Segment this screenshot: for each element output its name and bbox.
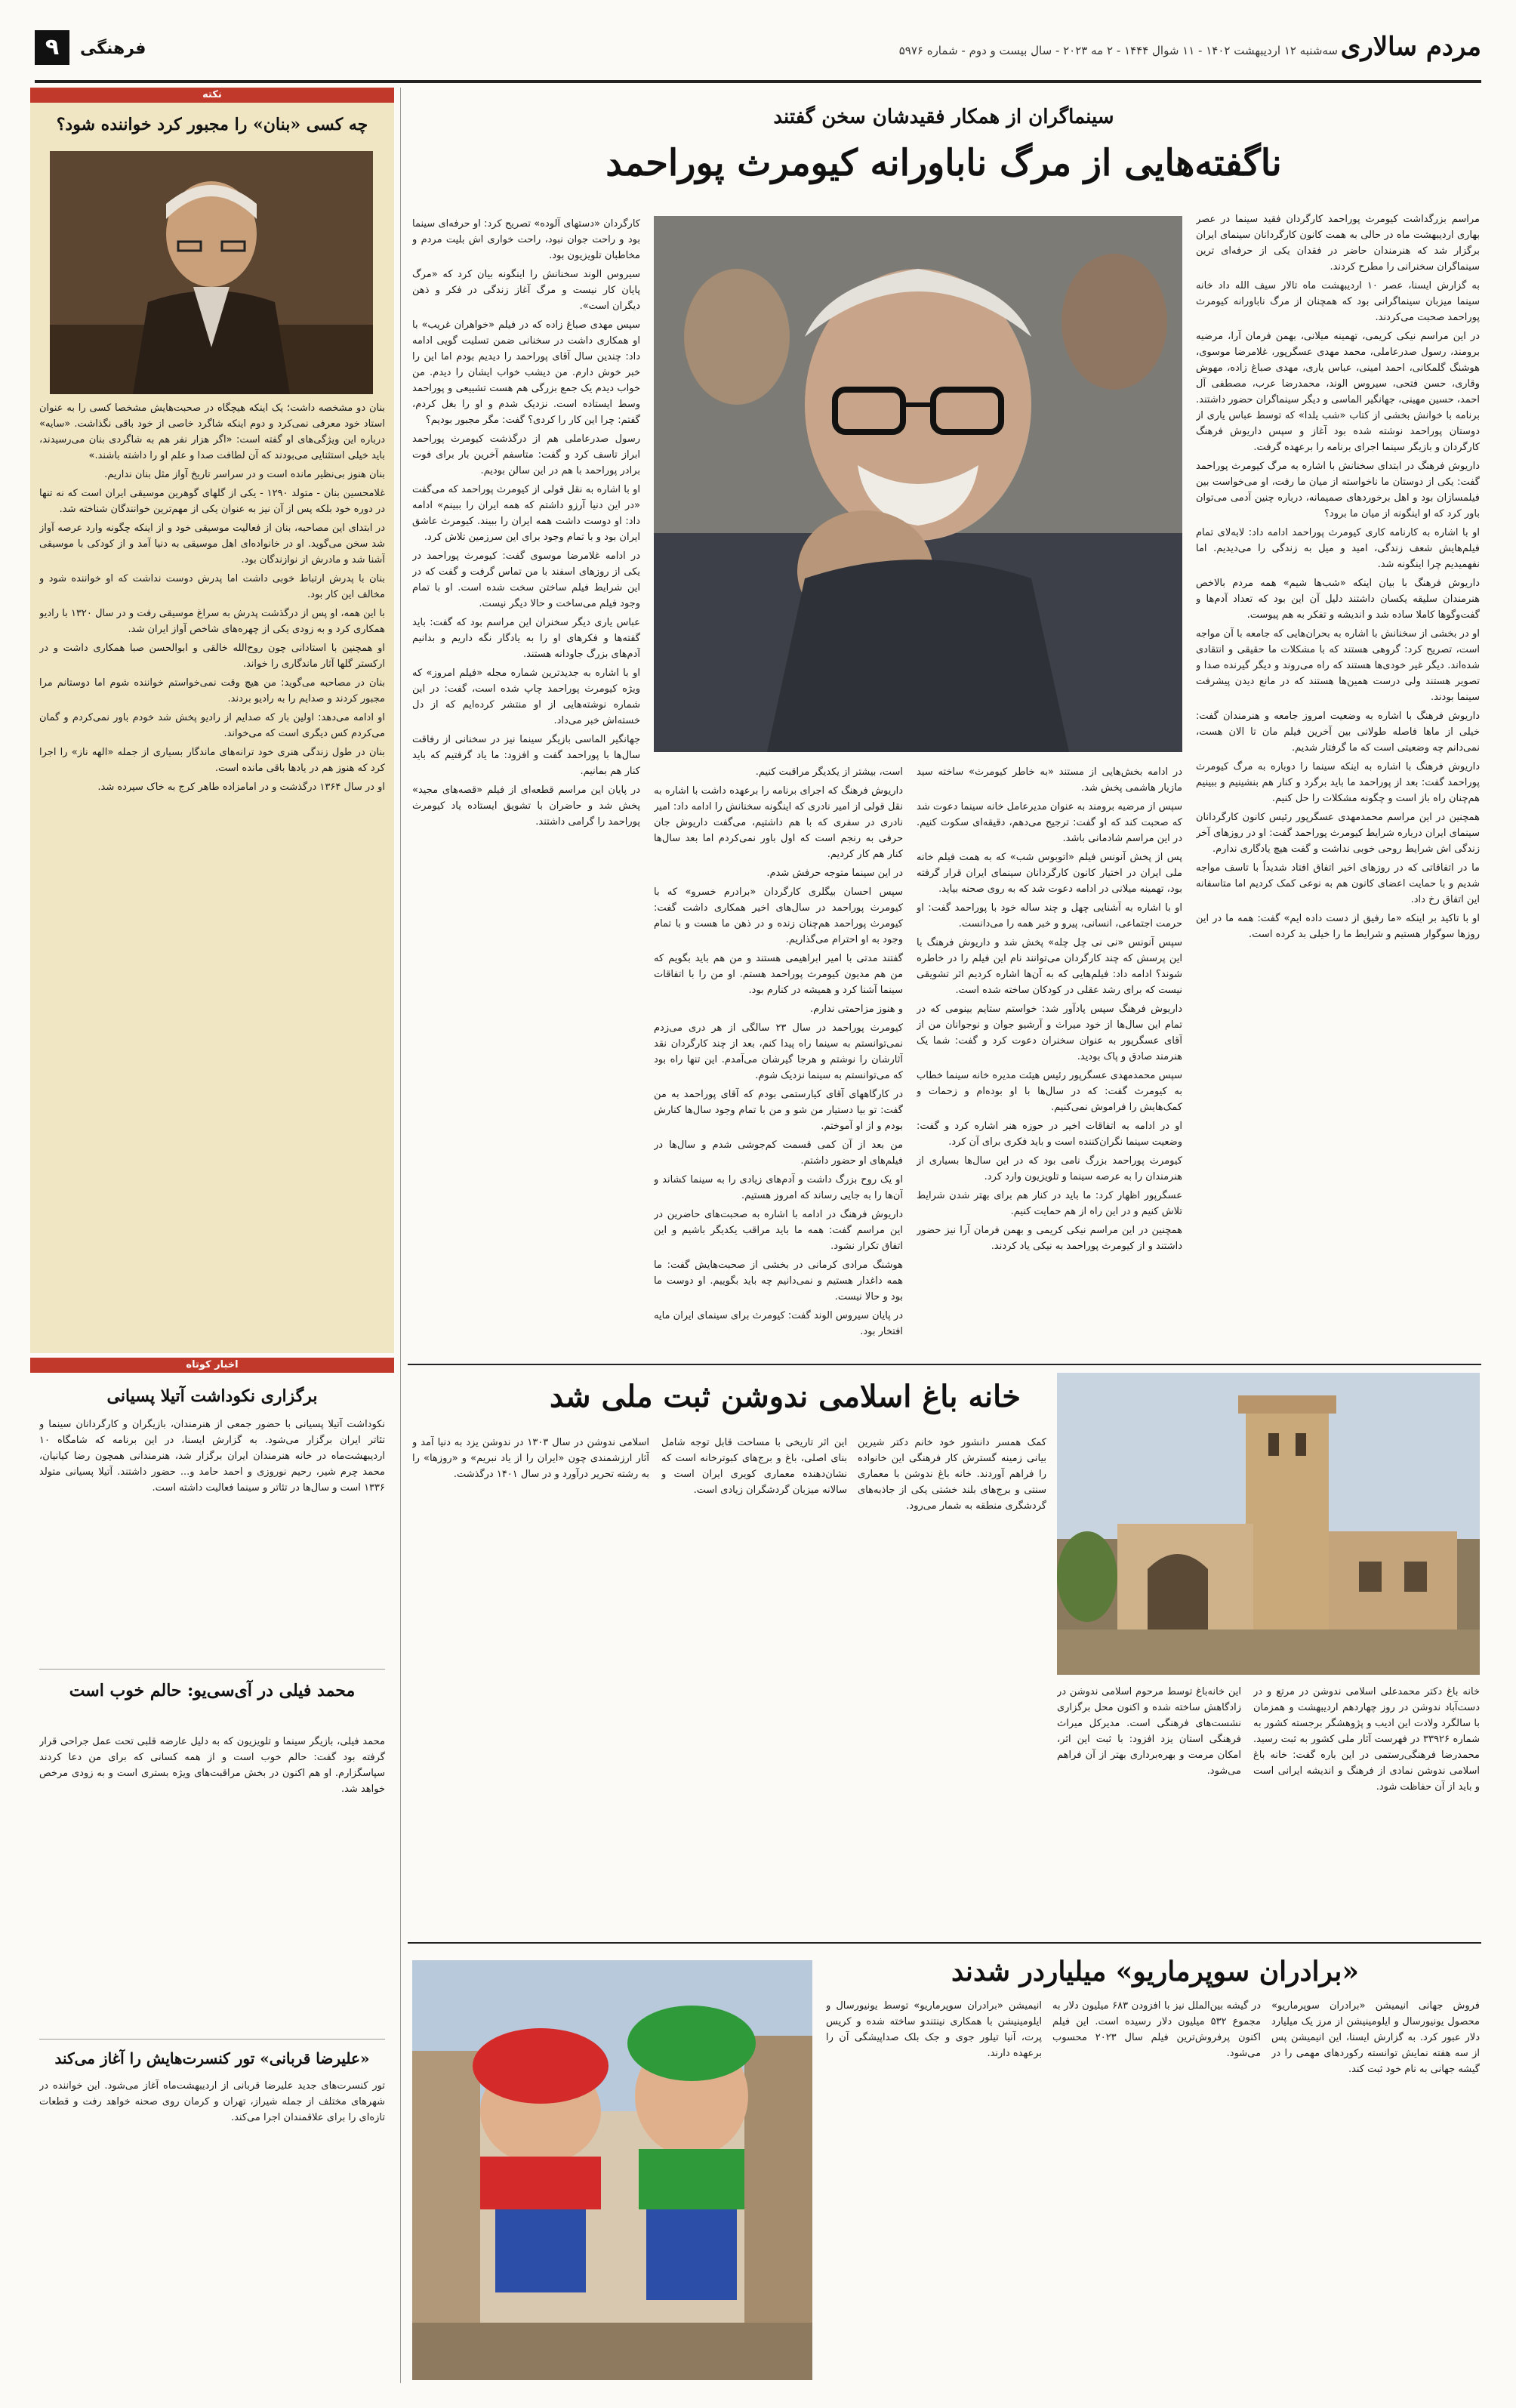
short-news-body-1: نکوداشت آتیلا پسیانی با حضور جمعی از هنرمندان، بازیگران و کارگردانان سینما و تئاتر ایران برگزار می‌شود. به گزارش ایسنا، در این برنامه که شامگاه ۱۰ اردیبهشت‌ماه در خانه هنرمندان ایران برگزار شد، هنرمندانی همچون رضا کیانیان، محمد چرم شیر، رحیم نوروزی و احمد حامد و... حضور داشتند. آتیلا پسیانی متولد ۱۳۳۶ است و سال‌ها در تئاتر و سینما فعالیت داشته است. [39,1419,385,1494]
main-paragraph: همچنین در این مراسم نیکی کریمی و بهمن فرمان آرا نیز حضور داشتند و از کیومرث پوراحمد به نیکی یاد کردند. [917,1225,1182,1252]
short-news-headline-3: «علیرضا قربانی» تور کنسرت‌هایش را آغاز می‌کند [54,2049,370,2067]
main-col-2 [412,216,640,1356]
main-paragraph: به گزارش ایسنا، عصر ۱۰ اردیبهشت ماه تالار سیف الله داد خانه سینما میزبان سینماگرانی بود که همچنان از مرگ ناباورانه کیومرث پوراحمد صحبت می‌کردند. [1196,280,1480,323]
main-paragraph: داریوش فرهنگ در ادامه با اشاره به صحبت‌های حاضرین در این مراسم گفت: همه ما باید مراقب یکدیگر باشیم و این اتفاق تکرار نشود. [654,1209,903,1252]
short-news-tag: اخبار کوتاه [30,1358,394,1373]
main-paragraph: او با اشاره به آشنایی چهل و چند ساله خود با پوراحمد گفت: او حرمت اجتماعی، انسانی، پیرو و خبر همه را می‌دانست. [917,902,1182,930]
sidebar-paragraph: با این همه، او پس از درگذشت پدرش به سراغ موسیقی رفت و در سال ۱۳۲۰ با رادیو همکاری کرد و به زودی یکی از چهره‌های شاخص آواز ایران شد. [39,608,385,635]
main-paragraph: مراسم بزرگداشت کیومرث پوراحمد کارگردان فقید سینما در عصر بهاری اردیبهشت ماه در حالی به همت کانون کارگردانان سینمای ایران برگزار شد که هنرمندان حاضر در فقدان یکی از حرفه‌ای ترین سینماگران سخنرانی را مطرح کردند. [1196,214,1480,273]
mario-col-2: در گیشه بین‌الملل نیز با افزودن ۶۸۳ میلیون دلار به مجموع ۵۳۲ میلیون دلار رسیده است. این فیلم اکنون پرفروش‌ترین فیلم سال ۲۰۲۳ محسوب می‌شود. [1052,2000,1261,2059]
main-paragraph: رسول صدرعاملی هم از درگذشت کیومرث پوراحمد ابراز تاسف کرد و گفت: متاسفم آخرین بار برای فوت برادر پوراحمد با هم در این سالن بودیم. [412,433,640,476]
short-news-divider [39,1669,385,1670]
main-paragraph: او در ادامه به اتفاقات اخیر در حوزه هنر اشاره کرد و گفت: وضعیت سینما نگران‌کننده است و باید فکری برای آن کرد. [917,1121,1182,1148]
short-news-headline-2: محمد فیلی در آی‌سی‌یو: حالم خوب است [69,1681,356,1700]
sidebar-paragraph: بنان دو مشخصه داشت؛ یک اینکه هیچگاه در صحبت‌هایش مشخصا کسی را به عنوان استاد خود معرفی نمی‌کرد و دوم اینکه شاگرد خاصی از خود باقی نگذاشت. «سایه» درباره این ویژگی‌های او گفته است: «اگر هزار نفر هم به شاگردی بنان می‌رسیدند، باید خیلی استثنایی می‌بودند که آن لطافت صدا و علم او را داشته باشند.» [39,402,385,461]
garden-col-4: این اثر تاریخی با مساحت قابل توجه شامل بنای اصلی، باغ و برج‌های کبوترخانه است که نشان‌دهنده معماری کویری ایران است و سالانه میزبان گردشگران زیادی است. [661,1437,847,1496]
main-paragraph: او با اشاره به جدیدترین شماره مجله «فیلم امروز» که ویژه کیومرث پوراحمد چاپ شده است، گفت: در این شماره نوشته‌هایی از او منتشر کرده‌ایم که از دل خسته‌اش خبر می‌داد. [412,668,640,726]
garden-col-2: این خانه‌باغ توسط مرحوم اسلامی ندوشن در زادگاهش ساخته شده و اکنون محل برگزاری نشست‌های فرهنگی است. مدیرکل میراث فرهنگی استان یزد افزود: با ثبت این اثر، امکان مرمت و بهره‌برداری بهتر از آن فراهم می‌شود. [1057,1686,1241,1777]
main-paragraph: سپس از مرضیه برومند به عنوان مدیرعامل خانه سینما دعوت شد که صحبت کند که او گفت: ترجیح می‌دهم، دقیقه‌ای سکوت کنیم. در این مراسم شادمانی باشد. [917,801,1182,844]
main-kicker: سینماگران از همکار فقیدشان سخن گفتند [773,106,1114,128]
main-paragraph: او با تاکید بر اینکه «ما رفیق از دست داده ایم» گفت: همه ما در این روزها سوگوار هستیم و شرایط ما را خیلی بد کرده است. [1196,913,1480,940]
sidebar-headline: چه کسی «بنان» را مجبور کرد خواننده شود؟ [56,115,368,134]
sidebar-paragraph: او در سال ۱۳۶۴ درگذشت و در امامزاده طاهر کرج به خاک سپرده شد. [97,782,385,793]
main-paragraph: داریوش فرهنگ در ابتدای سخنانش با اشاره به مرگ کیومرث پوراحمد گفت: یکی از دوستان ما ناخواسته از میان ما رفت، او می‌خواست بین فیلمسازان بود و اهل برخوردهای صمیمانه، درباره چنین آدمی می‌توان باور کرد که او اینگونه از میان ما برود؟ [1196,461,1480,520]
section-divider [408,1942,1481,1944]
sidebar-paragraph: او همچنین با استادانی چون روح‌الله خالقی و ابوالحسن صبا همکاری داشت و در ارکستر گلها آثار ماندگاری را خواند. [39,643,385,670]
main-paragraph: در پایان سیروس الوند گفت: کیومرث برای سینمای ایران مایه افتخار بود. [654,1310,903,1337]
banan-portrait [50,151,373,394]
mario-headline: «برادران سوپرماریو» میلیاردر شدند [951,1956,1359,1987]
masthead-rule [35,80,1481,83]
main-paragraph: او با اشاره به نقل قولی از کیومرث پوراحمد که می‌گفت «در این دنیا آرزو داشتم که همه ایران را ببینم» ادامه داد: او دوست داشت همه ایران را ببیند. کیومرث عاشق ایران بود و با تمام وجود برای این سرزمین تلاش کرد. [412,484,640,543]
section-name: فرهنگی [80,39,146,58]
sidebar-body [39,400,385,1337]
sidebar-paragraph: او ادامه می‌دهد: اولین بار که صدایم از رادیو پخش شد خودم باور نمی‌کردم و گمان می‌کردم کس دیگری است که می‌خواند. [39,712,385,739]
main-paragraph: داریوش فرهنگ که اجرای برنامه را برعهده داشت با اشاره به نقل قولی از امیر نادری که اینگونه سخنانش را ادامه داد: امیر نادری در سفری که با هم داشتیم، می‌گفت داریوش جان حرفی به رنجم است که اول باور نمی‌کردم اما بعد سال‌ها کنار هم کار کردیم. [654,785,903,860]
main-headline: ناگفته‌هایی از مرگ ناباورانه کیومرث پوراحمد [605,142,1282,184]
sidebar-paragraph: بنان در مصاحبه می‌گوید: من هیچ وقت نمی‌خواستم خواننده شوم اما دوستانم مرا مجبور کردند و صدایم را به رادیو بردند. [39,677,385,705]
main-paragraph: جهانگیر الماسی بازیگر سینما نیز در سخنانی از رفاقت سال‌ها با پوراحمد گفت و افزود: ما یاد گرفتیم که باید کنار هم بمانیم. [412,734,640,777]
main-paragraph: در ادامه بخش‌هایی از مستند «به خاطر کیومرث» ساخته سید مازیار هاشمی پخش شد. [917,766,1182,794]
sidebar-paragraph: بنان با پدرش ارتباط خوبی داشت اما پدرش دوست نداشت که او خواننده شود و مخالف این کار بود. [39,573,385,600]
sidebar-paragraph: بنان هنوز بی‌نظیر مانده است و در سراسر تاریخ آواز مثل بنان نداریم. [104,469,385,480]
section-divider [408,1364,1481,1365]
main-paragraph: سپس آنونس «نی نی چل چله» پخش شد و داریوش فرهنگ با این پرسش که چند کارگردان می‌توانند نام این فیلم را در خاطره شوند؟ ادامه داد: فیلم‌هایی که به آن‌ها اشاره کردیم اثر تشویقی نیست که برای رشد عقلی در کودکان ساخته شده است. [917,937,1182,996]
main-paragraph: من بعد از آن کمی قسمت کم‌جوشی شدم و سال‌ها در فیلم‌های او حضور داشتم. [654,1139,903,1167]
main-paragraph: او در بخشی از سخنانش با اشاره به بحران‌هایی که جامعه با آن مواجه است، تصریح کرد: گروهی هستند که با مشکلات ما حقیقی و انتقادی شده‌اند. دیگر غیر خودی‌ها هستند که راه می‌روند و دیگر گیرنده صدا و تصویر هستند ولی درست همین‌ها هستند که در مانع دیدن پیشرفت سینما بودند. [1196,628,1480,703]
mario-col-1: فروش جهانی انیمیشن «برادران سوپرماریو» محصول یونیورسال و ایلومینیشن از مرز یک میلیارد دلار عبور کرد. به گزارش ایسنا، این انیمیشن پس از سه هفته نمایش توانسته رکوردهای مهمی را در گیشه جهانی به نام خود ثبت کند. [1271,2000,1480,2075]
main-paragraph: کیومرث پوراحمد در سال ۲۳ سالگی از هر دری می‌زدم نمی‌توانستم به سینما راه پیدا کنم، بعد از چند کارگردان نقد آثارشان را نوشتم و هرجا گیرشان می‌آمدم. این تنها راه بود که می‌توانستم به سینما نزدیک شوم. [654,1022,903,1081]
main-paragraph: او یک روح بزرگ داشت و آدم‌های زیادی را به سینما کشاند و آن‌ها را به جایی رساند که امروز هستیم. [654,1174,903,1201]
main-paragraph: در ادامه غلامرضا موسوی گفت: کیومرث پوراحمد در یکی از روزهای اسفند با من تماس گرفت و گفت که در این شرایط فیلم ساختن سخت شده است. او با تمام وجود فیلم می‌ساخت و حالا دیگر نیست. [412,550,640,609]
main-paragraph: سپس مهدی صباغ زاده که در فیلم «خواهران غریب» با او همکاری داشت در سخنانی ضمن تسلیت گویی ادامه داد: چندین سال آقای پوراحمد را دیدیم بودم اما این را خبر خوش دارم. من دیشب خواب ایشان را دیدم. من خواب دیدم یک جمع بزرگی هم هست تشییعی و پوراحمد وسط ایستاده است. نزدیک شدم و او را بغل کردم، گفتم: چرا این کار را کردی؟ گفت: مگر مجبور بودیم؟ [412,319,640,426]
main-paragraph: عباس یاری دیگر سخنران این مراسم بود که گفت: باید گفته‌ها و فکرهای او را به یادگار نگه داریم و بدانیم آدم‌های بزرگ جاودانه هستند. [412,617,640,660]
garden-house-photo [1057,1373,1480,1675]
sidebar-paragraph: در ابتدای این مصاحبه، بنان از فعالیت موسیقی خود و از اینکه چگونه وارد عرصه آواز شد سخن می‌گوید. او در خانواده‌ای اهل موسیقی به دنیا آمد و از کودکی با موسیقی آشنا شد و مادرش از نوازندگان بود. [39,523,385,566]
short-news-body-3: تور کنسرت‌های جدید علیرضا قربانی از اردیبهشت‌ماه آغاز می‌شود. این خواننده در شهرهای مختلف از جمله شیراز، تهران و کرمان روی صحنه خواهد رفت و قطعات تازه‌ای را برای علاقمندان اجرا می‌کند. [39,2080,385,2123]
main-paragraph: هوشنگ مرادی کرمانی در بخشی از صحبت‌هایش گفت: ما همه داغدار هستیم و نمی‌دانیم چه باید بگوییم. او دوست ما بود و حالا نیست. [654,1259,903,1303]
issue-line: سه‌شنبه ۱۲ اردیبهشت ۱۴۰۲ - ۱۱ شوال ۱۴۴۴ - ۲ مه ۲۰۲۳ - سال بیست و دوم - شماره ۵۹۷۶ [898,44,1338,57]
mario-luigi-photo [412,1960,812,2380]
main-paragraph: داریوش فرهنگ با اشاره به وضعیت امروز جامعه و هنرمندان گفت: خیلی از ماها فاصله طولانی بین آخرین فیلم مان تا الان هست، نمی‌دانم چه وضعیتی است که ما گرفتار شدیم. [1196,711,1480,754]
main-paragraph: همچنین در این مراسم محمدمهدی عسگرپور رئیس کانون کارگردانان سینمای ایران درباره شرایط کیومرث پوراحمد گفت: او در روزهای آخر زندگی اش شرایط روحی خوبی نداشت و گفت هیچ یادگاری ندارم. [1196,812,1480,855]
main-paragraph: کارگردان «دستهای آلوده» تصریح کرد: او حرفه‌ای سینما بود و راحت جوان نبود، راحت خواری اش بلیت مردم و مخاطبان تلویزیون بود. [412,218,640,261]
main-paragraph: سپس محمدمهدی عسگرپور رئیس هیئت مدیره خانه سینما خطاب به کیومرث گفت: که در سال‌ها با او بوده‌ام و زحمات و کمک‌هایش را فراموش نمی‌کنیم. [917,1070,1182,1113]
main-paragraph: داریوش فرهنگ سپس پادآور شد: خواستم ستایم بینومی که در تمام این سال‌ها از خود میراث و آرشیو جوان و نوجوانان من از آقای عسگرپور به عنوان سخنران دعوت کرد و گفت: شما یک هنرمند صادق و پاک بودید. [917,1004,1182,1062]
column-divider [400,88,401,2383]
main-paragraph: ما در اتفاقاتی که در روزهای اخیر اتفاق افتاد شدیداً با تاسف مواجه شدیم و با حمایت اعضای کانون هم به نوعی کمک کردیم اما متاسفانه این اتفاق رخ داد. [1196,862,1480,905]
main-paragraph: او با اشاره به کارنامه کاری کیومرث پوراحمد ادامه داد: لابه‌لای تمام فیلم‌هایش شعف زندگی، امید و میل به زندگی را می‌دیدیم. اما نفهمیدیم چرا اینگونه شد. [1196,527,1480,570]
garden-col-3: کمک همسر دانشور خود خانم دکتر شیرین بیانی زمینه گسترش کار فرهنگی این خانواده را فراهم آوردند. خانه باغ ندوشن با معماری سنتی و برج‌های بلند خشتی یکی از جاذبه‌های گردشگری منطقه به شمار می‌رود. [858,1437,1046,1512]
sidebar-paragraph: غلامحسین بنان - متولد ۱۲۹۰ - یکی از گلهای گوهرین موسیقی ایران است که نه تنها در دوره خود بلکه پس از آن نیز به عنوان یکی از مهم‌ترین خوانندگان شناخته شد. [39,488,385,515]
main-paragraph: گفتند مدتی با امیر ابراهیمی هستند و من هم باید بگویم که من هم مدیون کیومرث پوراحمد هستم. او من را با اتفاقات سینما آشنا کرد و همیشه در کنارم بود. [654,953,903,996]
main-col-3 [654,764,903,1356]
main-paragraph: در این مراسم نیکی کریمی، تهمینه میلانی، بهمن فرمان آرا، مرضیه برومند، رسول صدرعاملی، محمد مهدی عسگرپور، غلامرضا موسوی، هوشنگ گلمکانی، احمد امینی، عباس یاری، مهدی صباغ زاده، مهوش وقاری، حسن فتحی، سیروس الوند، محمدرضا عرب، مصطفی آل احمد، حسین مهینی، جهانگیر الماسی و دیگر سینماگران حضور داشتند. برنامه با خوانش بخشی از کتاب «شب یلدا» که توسط عباس یاری از دوستان پوراحمد نوشته شده بود آغاز و سپس داریوش فرهنگ کارگردان و بازیگر سینما اجرای برنامه را برعهده گرفت. [1196,331,1480,453]
garden-col-1: خانه باغ دکتر محمدعلی اسلامی ندوشن در مرتع و در دست‌آباد ندوشن در روز چهاردهم اردیبهشت و همزمان با سالگرد ولادت این ادیب و پژوهشگر برجسته کشور به شماره ۳۳۹۲۶ در فهرست آثار ملی کشور به ثبت رسید. محمدرضا فرهنگی‌رستمی در این باره گفت: خانه باغ اسلامی ندوشن نمادی از فرهنگ و اندیشه ایرانی است و باید از آن حفاظت شود. [1253,1686,1480,1793]
main-paragraph: سیروس الوند سخنانش را اینگونه بیان کرد که «مرگ پایان کار نیست و مرگ آغاز زندگی در فکر و ذهن دیگران است». [412,269,640,312]
masthead [35,30,1481,76]
pourahmad-photo [654,216,1182,752]
main-paragraph: پس از پخش آنونس فیلم «اتوبوس شب» که به همت فیلم خانه ملی ایران در اختیار کانون کارگردانان سینمای ایران قرار گرفته بود، تهمینه میلانی در ادامه دعوت شد که به روی صحنه بیاید. [917,852,1182,895]
main-paragraph: داریوش فرهنگ با بیان اینکه «شب‌ها شیم» همه مردم بالاخص هنرمندان سلیقه یکسان داشتند دلیل آن این بود که تعداد آدم‌ها و گفت‌و‌گوها کاملا ساده شد و اندیشه و تفکر به هم پیوست. [1196,578,1480,621]
main-paragraph: در پایان این مراسم قطعه‌ای از فیلم «قصه‌های مجید» پخش شد و حاضران با تشویق ایستاده یاد کیومرث پوراحمد را گرامی داشتند. [412,785,640,828]
main-paragraph: داریوش فرهنگ با اشاره به اینکه سینما را دوباره به مرگ کیومرث پوراحمد گفت: بعد از پوراحمد ما باید برگرد و کنار هم بنشینیم و ببینیم هم‌چنان راه باز است و چگونه مشکلات را حل کنیم. [1196,761,1480,804]
mario-col-3: انیمیشن «برادران سوپرماریو» توسط یونیورسال و ایلومینیشن با همکاری نینتندو ساخته شده و کریس پرت، آنیا تیلور جوی و جک بلک صداپیشگی آن را برعهده دارند. [826,2000,1042,2059]
main-col-1 [1196,211,1480,1353]
main-paragraph: عسگرپور اظهار کرد: ما باید در کنار هم برای بهتر شدن شرایط تلاش کنیم و در این راه از هم حمایت کنیم. [917,1190,1182,1217]
main-paragraph: در این سینما متوجه حرفش شدم. [766,868,903,879]
main-paragraph: و هنوز مزاحمتی ندارم. [809,1004,903,1015]
sidebar-tag: نکته [30,88,394,103]
paper-name: مردم سالاری [1340,32,1481,62]
garden-col-5: اسلامی ندوشن در سال ۱۳۰۳ در ندوشن یزد به دنیا آمد و آثار ارزشمندی چون «ایران را از یاد نبریم» و «روزها» را به رشته تحریر درآورد و در سال ۱۴۰۱ درگذشت. [412,1437,649,1480]
sidebar-paragraph: بنان در طول زندگی هنری خود ترانه‌های ماندگار بسیاری از جمله «الهه ناز» را اجرا کرد که هنوز هم در یادها باقی مانده است. [39,747,385,774]
main-paragraph: در کارگاههای آقای کیارستمی بودم که آقای پوراحمد به من گفت: تو بیا دستیار من شو و من با تمام وجود سال‌ها کنارش بودم و از او آموختم. [654,1089,903,1132]
page-number: ۹ [35,30,69,65]
short-news-body-2: محمد فیلی، بازیگر سینما و تلویزیون که به دلیل عارضه قلبی تحت عمل جراحی قرار گرفته بود گفت: حالم خوب است و از همه کسانی که برای من دعا کردند سپاسگزارم. او هم اکنون در بخش مراقبت‌های ویژه بستری است و به زودی مرخص خواهد شد. [39,1736,385,1795]
main-paragraph: سپس احسان بیگلری کارگردان «برادرم خسرو» که با کیومرث پوراحمد در سال‌های اخیر همکاری داشت گفت: کیومرث پوراحمد هم‌چنان زنده و در ذهن ما هست و با تمام وجود به او احترام می‌گذاریم. [654,886,903,945]
main-paragraph: است، بیشتر از یکدیگر مراقبت کنیم. [755,766,903,778]
garden-headline: خانه باغ اسلامی ندوشن ثبت ملی شد [550,1379,1021,1414]
short-news-headline-1: برگزاری نکوداشت آتیلا پسیانی [106,1386,318,1406]
short-news-divider [39,2039,385,2040]
main-col-4 [917,764,1182,1356]
main-paragraph: کیومرث پوراحمد بزرگ نامی بود که در این سال‌ها بسیاری از هنرمندان را به عرصه سینما و تلویزیون وارد کرد. [917,1155,1182,1182]
